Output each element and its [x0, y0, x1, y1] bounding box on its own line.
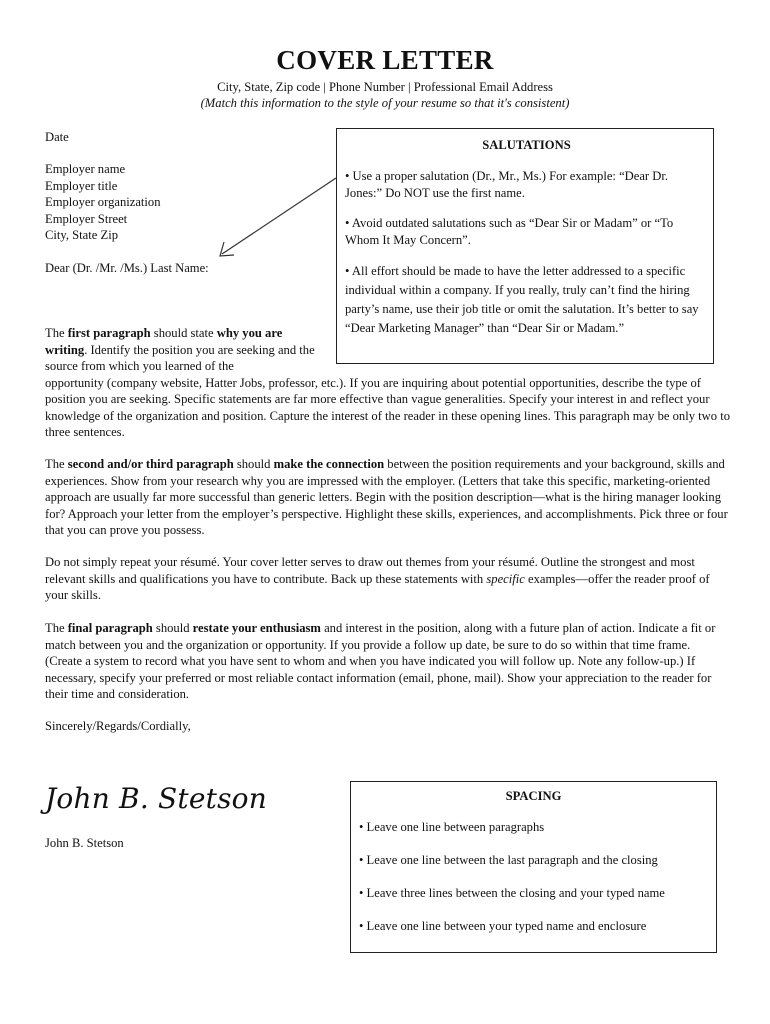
- emphasis-text: final paragraph: [67, 621, 153, 635]
- emphasis-text: make the connection: [273, 457, 385, 471]
- final-paragraph: [45, 620, 730, 703]
- first-paragraph-opening: [45, 325, 325, 375]
- spacing-box: [350, 781, 717, 953]
- arrow-icon: [210, 172, 340, 262]
- employer-title: Employer title: [45, 178, 118, 193]
- employer-city-state-zip: City, State Zip: [45, 228, 118, 242]
- text-run: should state: [150, 326, 217, 340]
- first-paragraph: [45, 325, 730, 441]
- spacing-tip: • Leave one line between paragraphs: [359, 819, 545, 834]
- spacing-box-title: SPACING: [505, 789, 562, 803]
- text-run: examples—offer the reader proof of your skills.: [45, 571, 710, 602]
- signature: John B. Stetson: [45, 782, 267, 815]
- contact-note: (Match this information to the style of your resume so that it's consistent): [200, 96, 570, 110]
- text-run: Do not simply repeat your résumé. Your cover letter serves to draw out themes from your résumé. Outline the strongest and most relevant skills and qualifications you have to contribute. Back up these statements with: [45, 555, 695, 586]
- date-line: Date: [45, 130, 69, 144]
- text-run: should: [152, 621, 193, 635]
- closing-line: Sincerely/Regards/Cordially,: [45, 719, 191, 733]
- emphasis-text: second and/or third paragraph: [67, 457, 234, 471]
- employer-name: Employer name: [45, 162, 126, 176]
- emphasis-text: first paragraph: [67, 326, 151, 340]
- spacing-tip: • Leave one line between your typed name and enclosure: [359, 918, 647, 933]
- text-run: should: [233, 457, 274, 471]
- third-paragraph: [45, 554, 730, 604]
- salutations-tip: • All effort should be made to have the letter addressed to a specific individual within a company. If you really, truly can’t find the hiring party’s name, use their job title or omit the salutation. It’s better to say “Dear Marketing Manager” than “Dear Sir or Madam.”: [345, 263, 699, 335]
- salutation-line: Dear (Dr. /Mr. /Ms.) Last Name:: [45, 261, 209, 275]
- employer-street: Employer Street: [45, 211, 128, 226]
- page-title: COVER LETTER: [276, 45, 494, 75]
- emphasis-text: why you are writing: [45, 326, 283, 357]
- salutations-tip: • Avoid outdated salutations such as “Dear Sir or Madam” or “To Whom It May Concern”.: [345, 215, 674, 247]
- text-run: and interest in the position, along with a future plan of action. Indicate a fit or match between you and the organization or opportunity. If you provide a follow up date, be sure to do so within that time frame. (Create a system to record what you have sent to whom and when you have indicated you will follow up. Note any follow-up.) If necessary, specify your preferred or most reliable contact information (email, phone, mail). Show your appreciation to the reader for their time and consideration.: [45, 621, 716, 701]
- text-run: The: [45, 326, 68, 340]
- typed-name: John B. Stetson: [45, 836, 124, 850]
- employer-organization: Employer organization: [45, 195, 161, 209]
- emphasis-text: restate your enthusiasm: [192, 621, 321, 635]
- text-run: The: [45, 457, 68, 471]
- spacing-tip: • Leave three lines between the closing and your typed name: [359, 885, 665, 900]
- second-paragraph: [45, 456, 730, 539]
- emphasis-text: specific: [486, 571, 525, 586]
- text-run: . Identify the position you are seeking and the source from which you learned of the: [45, 342, 315, 373]
- text-run: opportunity (company website, Hatter Jobs, professor, etc.). If you are inquiring about potential opportunities, describe the type of position you are seeking. Specific statements are far more effective than vague generalities. Specify your interest in and reflect your knowledge of the organization and position. Capture the interest of the reader in these opening lines. This paragraph may be only two to three sentences.: [45, 375, 731, 439]
- salutations-box-title: SALUTATIONS: [482, 138, 571, 152]
- spacing-tip: • Leave one line between the last paragraph and the closing: [359, 852, 658, 867]
- salutations-tip: • Use a proper salutation (Dr., Mr., Ms.) For example: “Dear Dr. Jones:” Do NOT use the first name.: [345, 168, 669, 200]
- contact-line: City, State, Zip code | Phone Number | Professional Email Address: [217, 80, 553, 94]
- text-run: The: [45, 621, 68, 635]
- text-run: between the position requirements and your background, skills and experiences. Show from your research why you are impressed with the employer. (Letters that take this specific, marketing-oriented approach are usually far more successful than generic letters. Begin with the position description—what is the hiring manager looking for? Approach your letter from the employer’s perspective. Highlight these skills, experiences, and accomplishments. Pick three or four that you can prove you possess.: [45, 457, 728, 537]
